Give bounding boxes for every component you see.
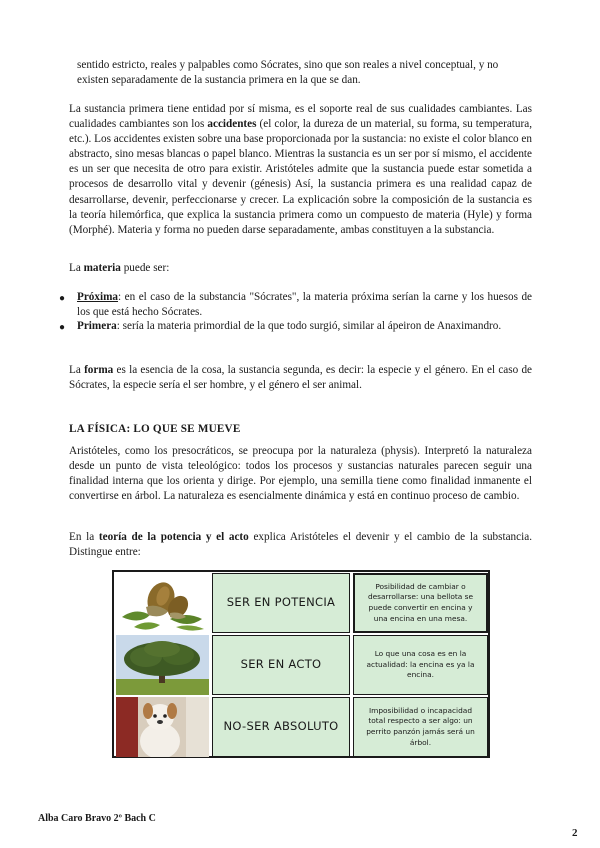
potencia-term: teoría de la potencia y el acto xyxy=(98,531,249,543)
materia-term: materia xyxy=(83,262,121,274)
puppy-image xyxy=(116,697,209,757)
section-heading: LA FÍSICA: LO QUE SE MUEVE xyxy=(69,423,241,435)
table-row xyxy=(114,573,488,633)
bullet-dot-2: ● xyxy=(59,322,66,333)
no-ser-absoluto-desc: Imposibilidad o incapacidad total respecto a ser algo: un perrito panzón jamás será un árbol. xyxy=(353,697,488,757)
oak-tree-image xyxy=(116,635,209,695)
primera-term: Primera xyxy=(77,320,117,332)
potencia-acto-table xyxy=(112,570,490,758)
table-row xyxy=(114,697,488,757)
proxima-term: Próxima xyxy=(77,291,119,303)
ser-en-acto-label: SER EN ACTO xyxy=(212,635,350,695)
ser-en-potencia-label: SER EN POTENCIA xyxy=(212,573,350,633)
bullet-primera: Primera: sería la materia primordial de la que todo surgió, similar al ápeiron de Anaximandro. xyxy=(77,320,502,332)
accidentes-term: accidentes xyxy=(207,118,257,131)
acorn-image xyxy=(116,573,209,633)
ser-en-potencia-desc: Posibilidad de cambiar o desarrollarse: una bellota se puede convertir en encina y una encina en una mesa. xyxy=(353,573,488,633)
footer-author: Alba Caro Bravo 2º Bach C xyxy=(38,813,156,824)
continuation-line-1: sentido estricto, reales y palpables como Sócrates, sino que son reales a nivel conceptual, y no xyxy=(77,59,499,71)
table-row xyxy=(114,635,488,695)
ser-en-acto-desc: Lo que una cosa es en la actualidad: la encina es ya la encina. xyxy=(353,635,488,695)
sustancia-paragraph: La sustancia primera tiene entidad por sí misma, es el soporte real de sus cualidades cambiantes. Las cualidades cambiantes son los accidentes (el color, la dureza de un material, su forma, su temperatura, etc.). Los accidentes existen sobre una base proporcionada por la sustancia: no existe el color blanco en abstracto, sino mesas blancas o papel blanco. Mientras la sustancia es un ser por sí mismo, el accidente es un ser que necesita de otro para existir. Aristóteles admite que la sustancia puede estar sometida a procesos de desarrollo vital y devenir (génesis) Así, la sustancia primera es una realidad capaz de desarrollarse, devenir, perfeccionarse y crecer. La explicación sobre la composición de la sustancia es la teoría hilemórfica, que explica la sustancia primera como un compuesto de materia (Hyle) y forma (Morphé). Materia y forma no pueden darse separadamente, ambas constituyen a la substancia. xyxy=(69,103,532,236)
no-ser-absoluto-label: NO-SER ABSOLUTO xyxy=(212,697,350,757)
fisica-paragraph: Aristóteles, como los presocráticos, se preocupa por la naturaleza (physis). Interpretó la naturaleza desde un punto de vista teleológico: todos los procesos y sustancias naturales parecen seguir una finalidad interna que los orienta y dirige. Por ejemplo, una semilla tiene como finalidad inmanente el convertirse en árbol. La naturaleza es esencialmente dinámica y está en continuo proceso de cambio. xyxy=(69,445,532,503)
forma-term: forma xyxy=(84,364,114,376)
continuation-line-2: existen separadamente de la sustancia primera en la que se dan. xyxy=(77,74,361,86)
potencia-paragraph: En la teoría de la potencia y el acto explica Aristóteles el devenir y el cambio de la substancia. Distingue entre: xyxy=(69,531,532,559)
bullet-dot-1: ● xyxy=(59,293,66,304)
page-number: 2 xyxy=(572,827,578,839)
forma-paragraph: La forma es la esencia de la cosa, la sustancia segunda, es decir: la especie y el género. En el caso de Sócrates, la especie sería el ser hombre, y el género el ser animal. xyxy=(69,364,532,392)
bullet-proxima: Próxima: en el caso de la substancia "Sócrates", la materia próxima serían la carne y los huesos de los que está hecho Sócrates. xyxy=(77,291,532,319)
materia-intro: La materia puede ser: xyxy=(69,262,170,274)
